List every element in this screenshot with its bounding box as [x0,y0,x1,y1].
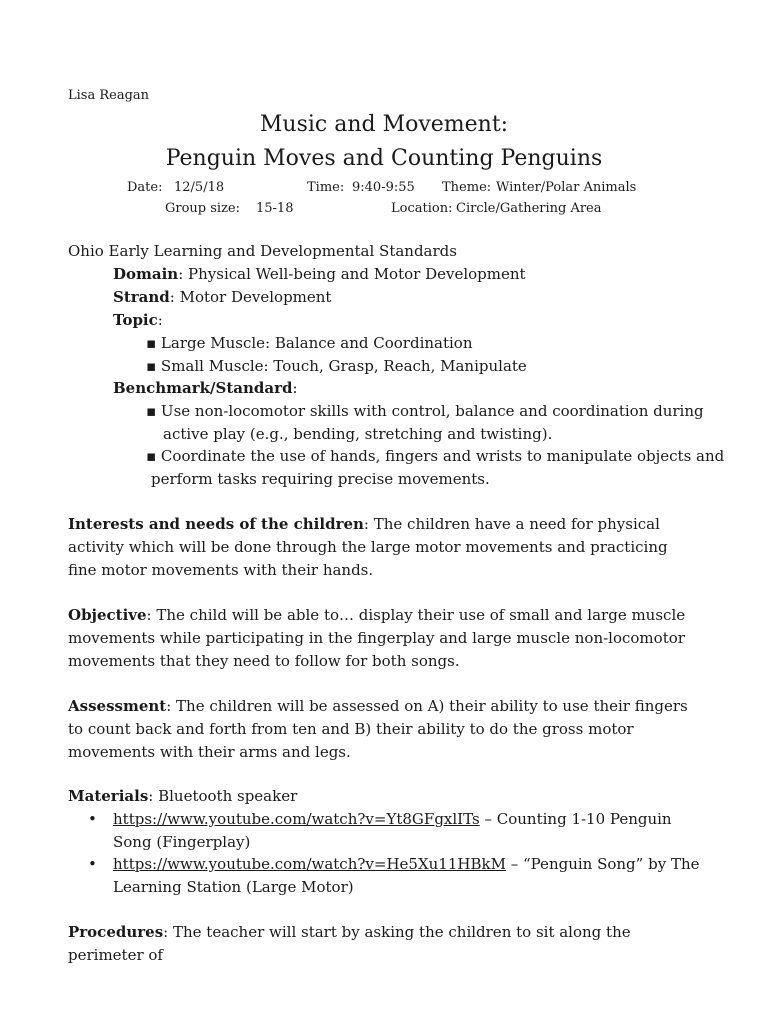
benchmark-item: ▪ Use non-locomotor skills with control, balance and coordination during [146,402,704,420]
domain-line [113,265,526,283]
materials-label: Materials [68,787,149,805]
date-label: Date: [127,180,163,195]
benchmark-colon: : [292,379,298,397]
benchmark-item: ▪ Coordinate the use of hands, fingers and wrists to manipulate objects and [146,447,725,465]
theme-value: Winter/Polar Animals [496,180,637,195]
strand-line [113,288,331,306]
video-link[interactable]: https://www.youtube.com/watch?v=He5Xu11HBkM [113,855,506,873]
video-description: – “Penguin Song” by The Learning Station (Large Motor) [113,855,700,896]
video-link[interactable]: https://www.youtube.com/watch?v=Yt8GFgxlITs [113,810,480,828]
standards-heading: Ohio Early Learning and Developmental Standards [68,242,457,260]
list-item [113,853,703,899]
location-value: Circle/Gathering Area [456,201,602,216]
page-title-line2: Penguin Moves and Counting Penguins [165,146,603,171]
benchmark-item-cont: active play (e.g., bending, stretching and twisting). [163,425,553,443]
objective-label: Objective [68,606,147,624]
interests-text: : The children have a need for physical activity which will be done through the large motor movements and practicing fine motor movements with their hands. [68,515,668,579]
bullet-icon: • [88,855,97,873]
materials-text: : Bluetooth speaker [148,787,298,805]
author-name: Lisa Reagan [68,88,150,103]
objective-text: : The child will be able to… display their use of small and large muscle movements while participating in the fingerplay and large muscle non-locomotor movements that they need to follow for both songs. [68,606,686,670]
date-value: 12/5/18 [174,180,225,195]
assessment-label: Assessment [68,697,167,715]
procedures-paragraph [68,921,700,967]
group-size-label: Group size: [165,201,241,216]
procedures-text: : The teacher will start by asking the children to sit along the perimeter of [68,923,631,964]
assessment-text: : The children will be assessed on A) their ability to use their fingers to count back and forth from ten and B) their ability to do the gross motor movements with their arms and legs. [68,697,688,761]
interests-paragraph [68,513,700,582]
location-label: Location: [391,201,453,216]
benchmark-label: Benchmark/Standard [113,379,293,397]
theme-label: Theme: [442,180,492,195]
topic-item: ▪ Small Muscle: Touch, Grasp, Reach, Manipulate [146,357,527,375]
bullet-icon: • [88,810,97,828]
topic-item: ▪ Large Muscle: Balance and Coordination [146,334,473,352]
group-size-value: 15-18 [256,201,294,216]
topic-line [113,311,163,329]
objective-paragraph [68,604,700,673]
list-item [113,808,703,854]
topic-colon: : [157,311,163,329]
domain-value: : Physical Well-being and Motor Development [178,265,526,283]
domain-label: Domain [113,265,179,283]
materials-paragraph [68,785,700,808]
video-description: – Counting 1-10 Penguin Song (Fingerplay) [113,810,672,851]
page-title-line1: Music and Movement: [259,112,509,137]
interests-label: Interests and needs of the children [68,515,364,533]
assessment-paragraph [68,695,700,764]
benchmark-item-cont: perform tasks requiring precise movements. [151,470,490,488]
strand-label: Strand [113,288,170,306]
time-label: Time: [307,180,345,195]
strand-value: : Motor Development [169,288,332,306]
topic-label: Topic [113,311,158,329]
benchmark-line [113,379,298,397]
time-value: 9:40-9:55 [352,180,415,195]
procedures-label: Procedures [68,923,164,941]
